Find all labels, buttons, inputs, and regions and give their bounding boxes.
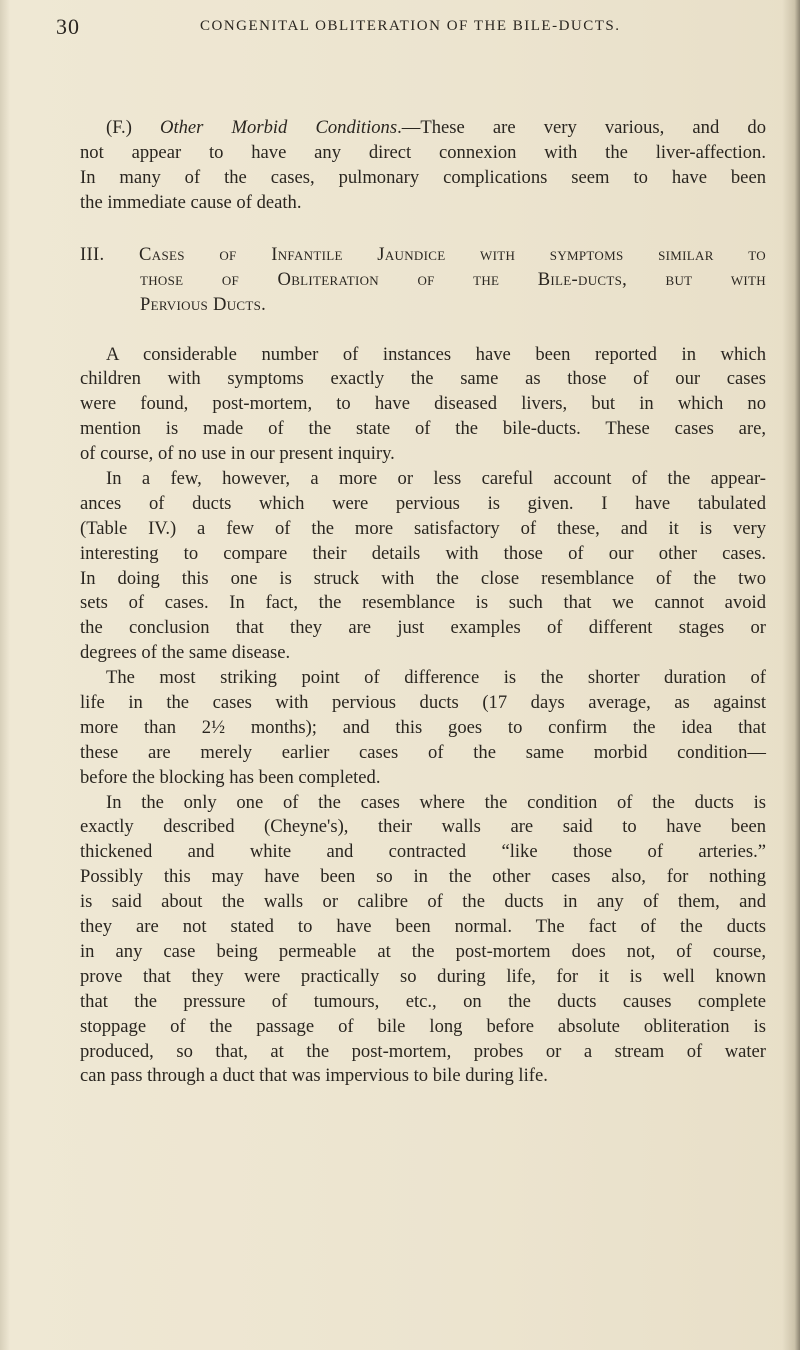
text-line: sets of cases. In fact, the resemblance is such that we cannot avoid bbox=[80, 592, 766, 614]
section-iii-heading-line: those of Obliteration of the Bile-ducts, but with bbox=[140, 268, 766, 290]
text-line: children with symptoms exactly the same as those of our cases bbox=[80, 368, 766, 390]
text-line: not appear to have any direct connexion with the liver-affection. bbox=[80, 141, 766, 163]
text-line: they are not stated to have been normal. The fact of the ducts bbox=[80, 916, 766, 938]
body-text bbox=[80, 116, 766, 1089]
left-page-edge bbox=[0, 0, 10, 1350]
text-line: interesting to compare their details with those of our other cases. bbox=[80, 542, 766, 564]
text-line: The most striking point of difference is the shorter duration of bbox=[106, 667, 766, 689]
text-line: A considerable number of instances have been reported in which bbox=[106, 343, 766, 365]
text-line: these are merely earlier cases of the same morbid condition— bbox=[80, 741, 766, 763]
text-line: in any case being permeable at the post-mortem does not, of course, bbox=[80, 940, 766, 962]
section-iii-heading-line: Pervious Ducts. bbox=[140, 293, 267, 315]
running-title: CONGENITAL OBLITERATION OF THE BILE-DUCTS. bbox=[200, 18, 621, 34]
text-line: the immediate cause of death. bbox=[80, 191, 302, 213]
section-f-title: Other Morbid Conditions bbox=[160, 117, 398, 138]
text-line: before the blocking has been completed. bbox=[80, 766, 381, 788]
text-line: life in the cases with pervious ducts (17 days average, as against bbox=[80, 692, 766, 714]
text-line: exactly described (Cheyne's), their walls are said to have been bbox=[80, 816, 766, 838]
section-gap bbox=[80, 317, 766, 343]
text-line: were found, post-mortem, to have diseased livers, but in which no bbox=[80, 393, 766, 415]
text-line: degrees of the same disease. bbox=[80, 642, 291, 664]
running-head bbox=[0, 14, 800, 44]
text-line: prove that they were practically so during life, for it is well known bbox=[80, 965, 766, 987]
text-line: more than 2½ months); and this goes to confirm the idea that bbox=[80, 716, 766, 738]
page-number: 30 bbox=[56, 14, 80, 39]
section-iii-heading-line: III. Cases of Infantile Jaundice with symptoms similar to bbox=[80, 243, 766, 265]
section-f-label: (F.) bbox=[106, 117, 161, 138]
text-line: that the pressure of tumours, etc., on the ducts causes complete bbox=[80, 990, 766, 1012]
text-line: In a few, however, a more or less careful account of the appear- bbox=[106, 468, 766, 490]
text-line: .—These are very various, and do bbox=[397, 117, 766, 138]
section-gap bbox=[80, 216, 766, 242]
text-line: stoppage of the passage of bile long before absolute obliteration is bbox=[80, 1015, 766, 1037]
text-line: In doing this one is struck with the close resemblance of the two bbox=[80, 567, 766, 589]
text-line: ances of ducts which were pervious is given. I have tabulated bbox=[80, 492, 766, 514]
text-line: produced, so that, at the post-mortem, probes or a stream of water bbox=[80, 1040, 766, 1062]
text-line: of course, of no use in our present inquiry. bbox=[80, 443, 395, 465]
text-line: can pass through a duct that was impervious to bile during life. bbox=[80, 1065, 548, 1087]
text-line: In many of the cases, pulmonary complications seem to have been bbox=[80, 166, 766, 188]
right-page-edge bbox=[782, 0, 800, 1350]
text-line: In the only one of the cases where the condition of the ducts is bbox=[106, 791, 766, 813]
text-line: mention is made of the state of the bile-ducts. These cases are, bbox=[80, 418, 766, 440]
text-line: Possibly this may have been so in the other cases also, for nothing bbox=[80, 866, 766, 888]
text-line: is said about the walls or calibre of the ducts in any of them, and bbox=[80, 891, 766, 913]
section-f-first-line bbox=[80, 116, 766, 141]
text-line: thickened and white and contracted “like those of arteries.” bbox=[80, 841, 766, 863]
text-line: (Table IV.) a few of the more satisfactory of these, and it is very bbox=[80, 517, 766, 539]
text-line: the conclusion that they are just examples of different stages or bbox=[80, 617, 766, 639]
